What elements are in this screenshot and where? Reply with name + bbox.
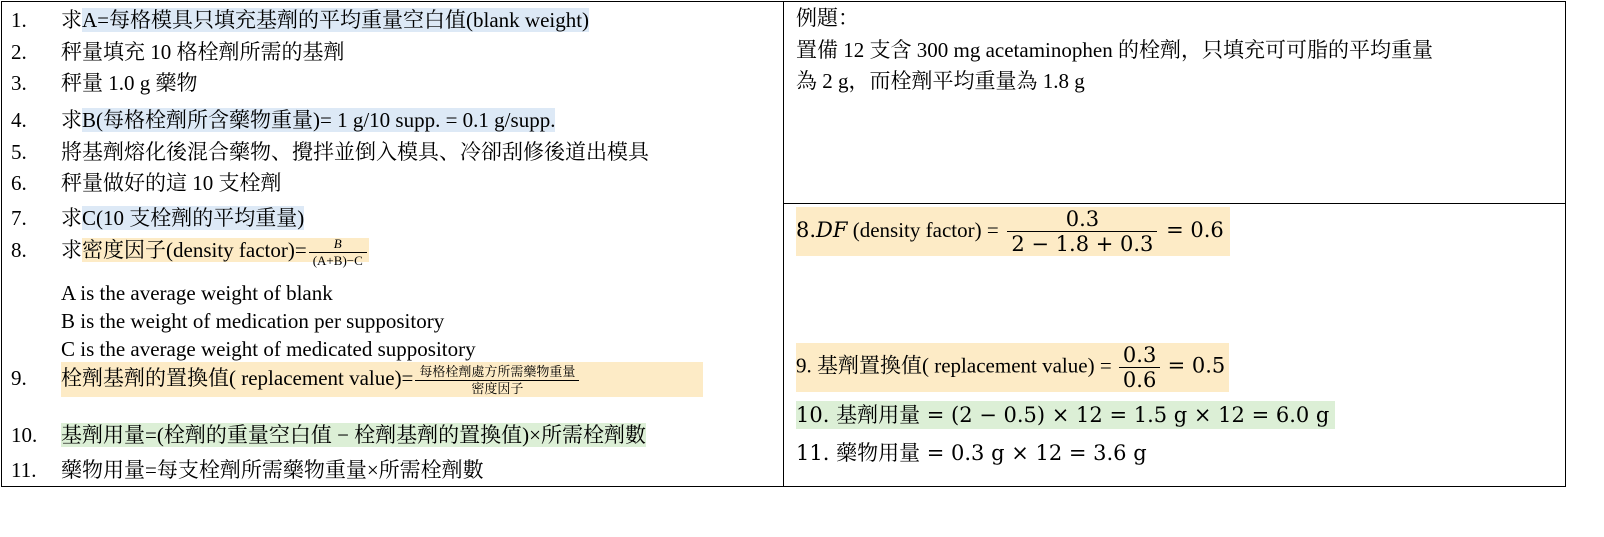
- step-text: 秤量填充 10 格栓劑所需的基劑: [61, 40, 345, 64]
- step-1: [11, 7, 589, 33]
- solution-8: [796, 207, 1230, 256]
- step-text: 密度因子(density factor)=: [82, 238, 307, 262]
- solution-9: [796, 343, 1229, 392]
- step-number: 7.: [11, 206, 27, 230]
- step-text: 藥物用量=每支栓劑所需藥物重量×所需栓劑數: [61, 458, 484, 482]
- row-divider: [783, 203, 1566, 204]
- solution-number: 8.: [796, 218, 817, 242]
- step-prefix: 求: [61, 206, 82, 230]
- example-line-2: 為 2 g，而栓劑平均重量為 1.8 g: [796, 69, 1085, 93]
- step-text: 基劑用量=(栓劑的重量空白值 − 栓劑基劑的置換值)×所需栓劑數: [61, 423, 647, 447]
- step-3: [11, 70, 198, 96]
- replacement-formula: [61, 362, 703, 397]
- step-number: 6.: [11, 171, 27, 195]
- step-number: 8.: [11, 238, 27, 262]
- column-divider: [783, 1, 784, 487]
- rv-fraction: [1119, 343, 1160, 392]
- step-number: 10.: [11, 423, 38, 447]
- step-number: 11.: [11, 458, 37, 482]
- step-10: [11, 422, 646, 448]
- step-number: 2.: [11, 40, 27, 64]
- step-text: A=每格模具只填充基劑的平均重量空白值(blank weight): [82, 8, 590, 32]
- step-text: 秤量做好的這 10 支栓劑: [61, 171, 282, 195]
- step-text: 秤量 1.0 g 藥物: [61, 71, 198, 95]
- step-text: 將基劑熔化後混合藥物、攪拌並倒入模具、冷卻刮修後道出模具: [61, 140, 649, 164]
- solution-10-text: 10. 基劑用量 = (2 − 0.5) × 12 = 1.5 g × 12 = 6.0 g: [796, 401, 1335, 429]
- step-prefix: 求: [61, 8, 82, 32]
- step-9: [11, 362, 703, 397]
- df-variable: DF: [816, 218, 848, 242]
- fraction-numerator: 0.3: [1119, 343, 1160, 368]
- solution-11: 11. 藥物用量 = 0.3 g × 12 = 3.6 g: [796, 441, 1147, 465]
- note-c: C is the average weight of medicated suppository: [61, 337, 476, 361]
- solution-9-box: [796, 343, 1229, 392]
- step-prefix: 求: [61, 108, 82, 132]
- solution-10: [796, 401, 1335, 429]
- fraction-numerator: 每格栓劑處方所需藥物重量: [415, 364, 579, 381]
- step-2: [11, 39, 345, 65]
- solution-label: 9. 基劑置換值( replacement value) =: [796, 353, 1112, 378]
- step-number: 1.: [11, 8, 27, 32]
- fraction-numerator: B: [309, 236, 367, 253]
- fraction-numerator: 0.3: [1007, 207, 1157, 232]
- step-text: 栓劑基劑的置換值( replacement value)=: [61, 366, 414, 390]
- fraction-denominator: 密度因子: [471, 380, 524, 396]
- note-a: A is the average weight of blank: [61, 281, 333, 305]
- example-title: 例題：: [796, 6, 859, 30]
- step-4: [11, 107, 555, 133]
- step-number: 5.: [11, 140, 27, 164]
- solution-result: = 0.6: [1166, 218, 1224, 242]
- example-line-1: 置備 12 支含 300 mg acetaminophen 的栓劑，只填充可可脂的平均重量: [796, 38, 1433, 62]
- fraction-denominator: 2 − 1.8 + 0.3: [1011, 232, 1154, 256]
- solution-result: = 0.5: [1167, 353, 1226, 378]
- df-fraction: [1007, 207, 1157, 256]
- step-5: [11, 139, 649, 165]
- solution-label: (density factor) =: [847, 218, 999, 242]
- step-8: [11, 234, 369, 269]
- fraction-denominator: 0.6: [1122, 368, 1157, 392]
- density-fraction: [309, 236, 367, 269]
- step-number: 4.: [11, 108, 27, 132]
- note-b: B is the weight of medication per suppository: [61, 309, 445, 333]
- step-11: [11, 457, 484, 483]
- step-text: B(每格栓劑所含藥物重量)= 1 g/10 supp. = 0.1 g/supp.: [82, 108, 556, 132]
- density-formula: [82, 235, 369, 268]
- step-prefix: 求: [61, 238, 82, 262]
- solution-8-box: [796, 207, 1230, 256]
- step-7: [11, 205, 304, 231]
- fraction-denominator: (A+B)−C: [312, 252, 363, 268]
- step-text: C(10 支栓劑的平均重量): [82, 206, 305, 230]
- step-number: 3.: [11, 71, 27, 95]
- step-6: [11, 170, 282, 196]
- step-number: 9.: [11, 366, 27, 390]
- replacement-fraction: [415, 364, 579, 397]
